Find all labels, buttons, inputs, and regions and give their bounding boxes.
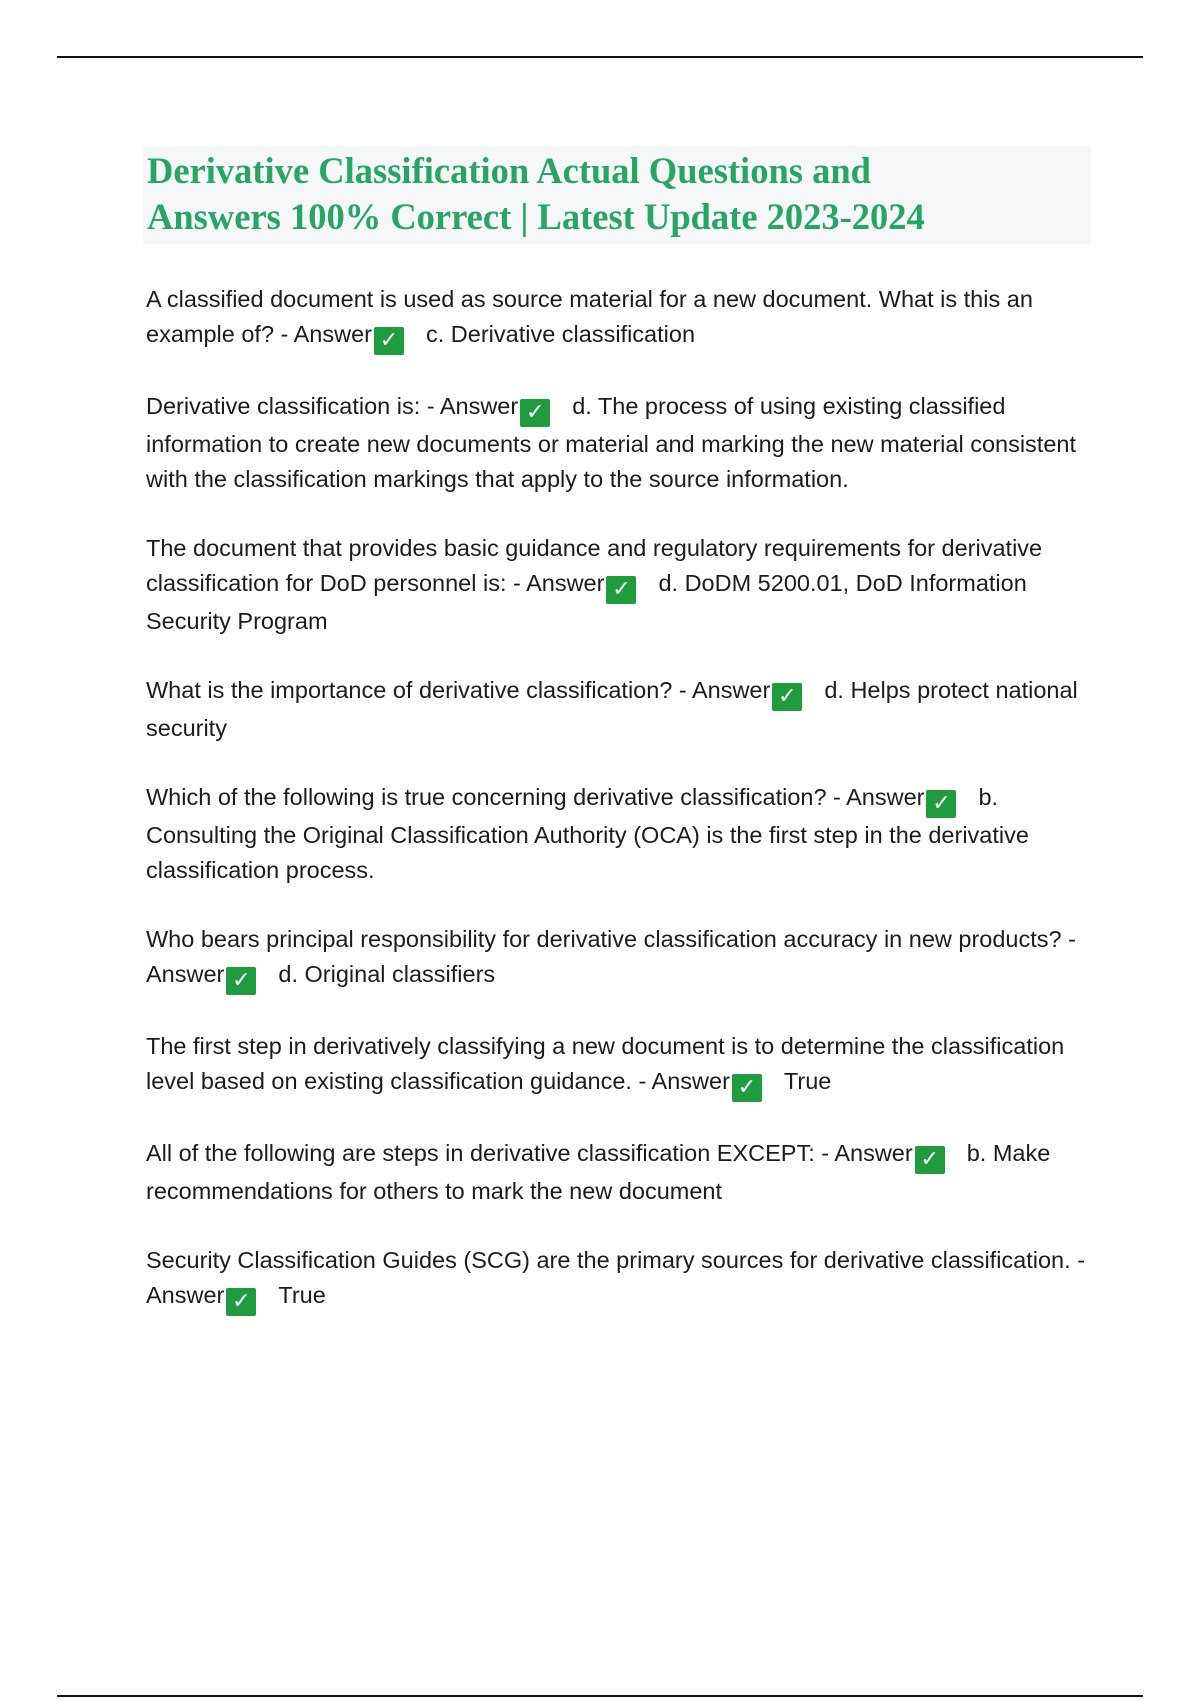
answer-text: d. Helps protect national security	[146, 677, 1078, 741]
qa-item	[146, 780, 1096, 888]
answer-text: b. Make recommendations for others to mark the new document	[146, 1140, 1051, 1204]
qa-item	[146, 1029, 1096, 1102]
check-mark-icon: ✓	[606, 576, 636, 604]
qa-item	[146, 673, 1096, 746]
question-text: Who bears principal responsibility for derivative classification accuracy in new products? - Answer	[146, 926, 1076, 987]
answer-text: d. The process of using existing classified information to create new documents or material and marking the new material consistent with the classification markings that apply to the source information.	[146, 393, 1077, 492]
answer-text: d. DoDM 5200.01, DoD Information Security Program	[146, 570, 1027, 634]
check-mark-icon: ✓	[374, 327, 404, 355]
qa-item	[146, 282, 1096, 355]
check-mark-icon: ✓	[915, 1146, 945, 1174]
question-text: Derivative classification is: - Answer	[146, 393, 519, 419]
question-text: The first step in derivatively classifying a new document is to determine the classification level based on existing classification guidance. - Answer	[146, 1033, 1065, 1094]
check-mark-icon: ✓	[226, 967, 256, 995]
qa-item	[146, 922, 1096, 995]
qa-item	[146, 1243, 1096, 1316]
answer-text: c. Derivative classification	[425, 321, 696, 347]
question-text: What is the importance of derivative classification? - Answer	[146, 677, 771, 703]
question-text: All of the following are steps in derivative classification EXCEPT: - Answer	[146, 1140, 913, 1166]
title-line-1: Derivative Classification Actual Questions and	[147, 150, 871, 191]
qa-item	[146, 1136, 1096, 1209]
question-text: The document that provides basic guidance and regulatory requirements for derivative classification for DoD personnel is: - Answer	[146, 535, 1043, 596]
check-mark-icon: ✓	[772, 683, 802, 711]
check-mark-icon: ✓	[732, 1074, 762, 1102]
answer-text: True	[783, 1068, 832, 1094]
check-mark-icon: ✓	[520, 399, 550, 427]
bottom-rule	[57, 1695, 1143, 1697]
question-text: A classified document is used as source material for a new document. What is this an example of? - Answer	[146, 286, 1033, 347]
question-text: Security Classification Guides (SCG) are the primary sources for derivative classification. - Answer	[146, 1247, 1086, 1308]
answer-text: d. Original classifiers	[278, 961, 496, 987]
answer-text: b. Consulting the Original Classification Authority (OCA) is the first step in the derivative classification process.	[146, 784, 1029, 883]
check-mark-icon: ✓	[226, 1288, 256, 1316]
check-mark-icon: ✓	[926, 790, 956, 818]
top-rule	[57, 56, 1143, 58]
qa-list	[146, 282, 1096, 1350]
title-line-2: Answers 100% Correct | Latest Update 2023-2024	[147, 196, 925, 237]
answer-text: True	[278, 1282, 326, 1308]
qa-item	[146, 389, 1096, 497]
question-text: Which of the following is true concerning derivative classification? - Answer	[146, 784, 925, 810]
qa-item	[146, 531, 1096, 639]
page-title	[143, 146, 1091, 244]
